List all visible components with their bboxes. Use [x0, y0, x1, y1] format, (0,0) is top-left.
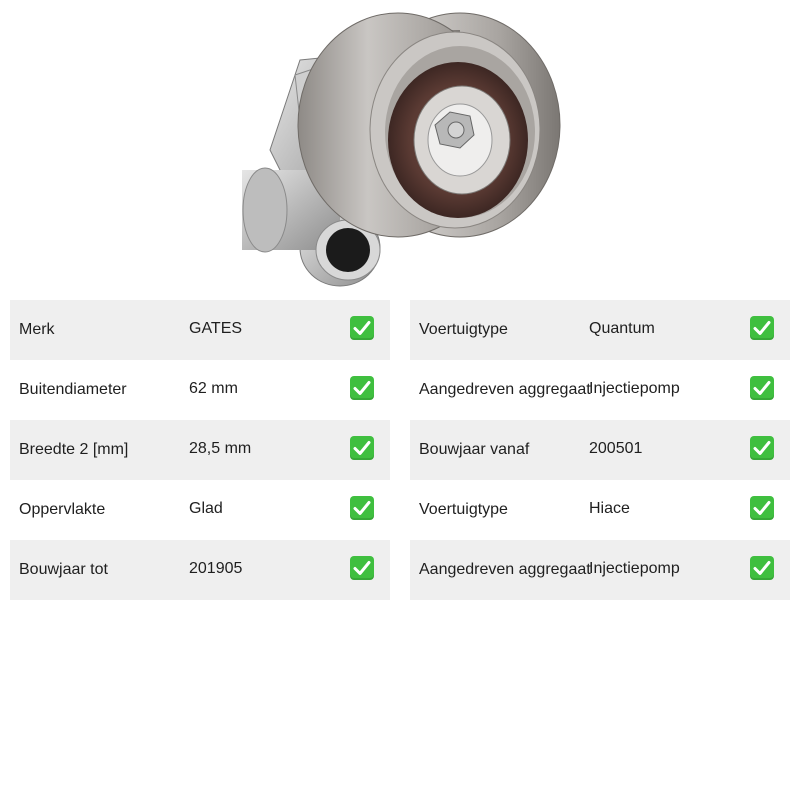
spec-value: 200501	[589, 440, 643, 457]
spec-value: Hiace	[589, 500, 630, 517]
spec-label: Bouwjaar tot	[19, 561, 108, 578]
spec-label: Merk	[19, 321, 55, 338]
spec-table-right	[410, 300, 790, 600]
spec-row	[410, 480, 790, 540]
spec-label: Aangedreven aggregaat	[419, 561, 591, 578]
spec-value: 201905	[189, 560, 243, 577]
spec-label: Bouwjaar vanaf	[419, 441, 530, 458]
spec-value: 28,5 mm	[189, 440, 252, 457]
spec-label: Buitendiameter	[19, 381, 127, 398]
check-icon	[350, 556, 374, 580]
spec-label: Breedte 2 [mm]	[19, 441, 129, 458]
check-icon	[350, 496, 374, 520]
check-icon	[750, 496, 774, 520]
check-icon	[750, 376, 774, 400]
check-icon	[750, 436, 774, 460]
spec-row	[410, 420, 790, 480]
spec-value: Injectiepomp	[589, 560, 680, 577]
spec-value: Quantum	[589, 320, 655, 337]
spec-value: Glad	[189, 500, 223, 517]
check-icon	[350, 436, 374, 460]
check-icon	[350, 376, 374, 400]
check-icon	[350, 316, 374, 340]
spec-label: Aangedreven aggregaat	[419, 381, 591, 398]
spec-row	[10, 540, 390, 600]
spec-row	[10, 360, 390, 420]
spec-label: Voertuigtype	[419, 501, 508, 518]
spec-row	[410, 360, 790, 420]
spec-label: Voertuigtype	[419, 321, 508, 338]
spec-value: 62 mm	[189, 380, 238, 397]
spec-row	[10, 480, 390, 540]
check-icon	[750, 556, 774, 580]
product-image	[230, 0, 570, 295]
spec-value: GATES	[189, 320, 243, 337]
check-icon	[750, 316, 774, 340]
spec-table-left	[10, 300, 390, 600]
spec-value: Injectiepomp	[589, 380, 680, 397]
spec-row	[10, 300, 390, 360]
spec-label: Oppervlakte	[19, 501, 106, 518]
spec-row	[410, 540, 790, 600]
spec-row	[410, 300, 790, 360]
spec-row	[10, 420, 390, 480]
